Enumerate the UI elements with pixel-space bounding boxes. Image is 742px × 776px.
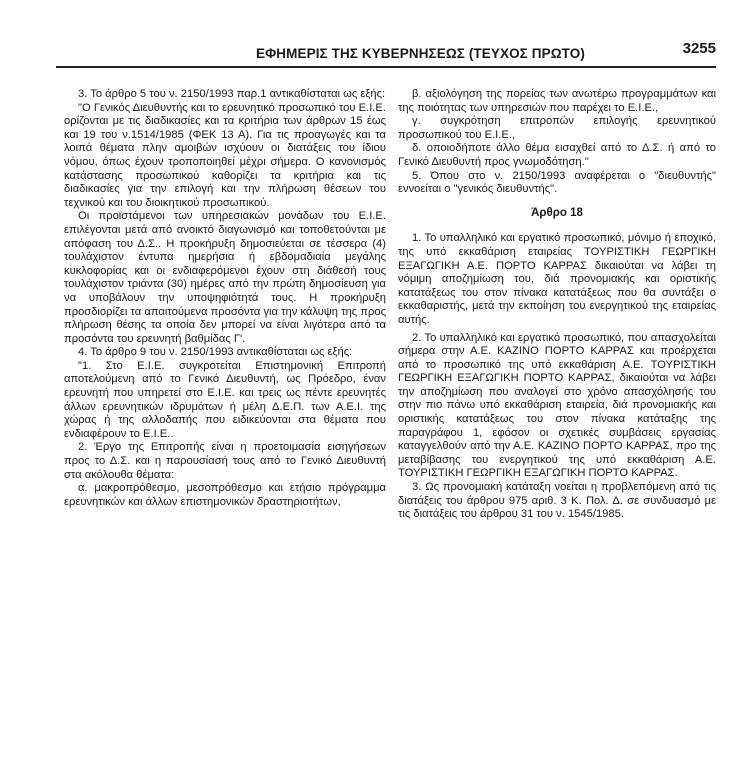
paragraph: α. μακροπρόθεσμο, μεσοπρόθεσμο και ετήσιο πρόγραμμα ερευνητικών και άλλων επιστημονικών δραστηριοτήτων, xyxy=(64,482,386,508)
paragraph: "1. Στο Ε.Ι.Ε. συγκροτείται Επιστημονική Επιτροπή αποτελούμενη από το Γενικό Διευθυντή, ως Πρόεδρο, έναν ερευνητή που υπηρετεί στο Ε.Ι.Ε. και τρεις ως πέντε ερευνητές άλλων ερευνητικών ιδρυμάτων ή μέλη Δ.Ε.Π. των Α.Ε.Ι. της χώρας ή της αλλοδαπής που ειδικεύονται στα θέματα που ενδιαφέρουν το Ε.Ι.Ε.. xyxy=(64,359,386,440)
paragraph: β. αξιολόγηση της πορείας των ανωτέρω προγραμμάτων και της ποιότητας των υπηρεσιών που παρέχει το Ε.Ι.Ε., xyxy=(398,88,716,114)
header-rule xyxy=(56,66,716,68)
article-heading: Άρθρο 18 xyxy=(531,206,583,219)
paragraph: 3. Το άρθρο 5 του ν. 2150/1993 παρ.1 αντικαθίσταται ως εξής: xyxy=(78,88,386,100)
page-number: 3255 xyxy=(682,40,716,57)
paragraph: 4. Το άρθρο 9 του ν. 2150/1993 αντικαθίσταται ως εξής: xyxy=(78,346,353,359)
paragraph: Οι προϊστάμενοι των υπηρεσιακών μονάδων του Ε.Ι.Ε. επιλέγονται μετά από ανοικτό διαγωνισμό και τοποθετούνται με απόφαση του Δ.Σ.. Η προκήρυξη δημοσιεύεται σε τέσσερα (4) τουλάχιστον έντυπα ημερήσια ή εβδομαδιαία μεγάλης κυκλοφορίας και οι ενδιαφερόμενοι έχουν στη διάθεσή τους τουλάχιστον τριάντα (30) ημέρες από την πρώτη δημοσίευση για να υποβάλουν την υποψηφιότητά τους. Η προκήρυξη προσδιορίζει τα απαιτούμενα προσόντα για την κάλυψη της προς πλήρωση θέσης τα οποία δεν μπορεί να είναι λιγότερα από τα προσόντα του ερευνητή βαθμίδας Γ'. xyxy=(64,210,386,345)
paragraph: 1. Το υπαλληλικό και εργατικό προσωπικό, μόνιμο ή εποχικό, της υπό εκκαθάριση εταιρείας ΤΟΥΡΙΣΤΙΚΗ ΓΕΩΡΓΙΚΗ ΕΞΑΓΩΓΙΚΗ Α.Ε. ΠΟΡΤΟ ΚΑΡΡΑΣ δικαιούται να λάβει τη νόμιμη αποζημίωση του, διά προνομιακής και οριστικής κατατάξεως του στον πίνακα κατατάξεως που θα συντάξει ο εκκαθαριστής, μετά την εκποίηση του ενεργητικού της εταιρείας αυτής. xyxy=(398,232,716,326)
paragraph: δ. οποιοδήποτε άλλο θέμα εισαχθεί από το Δ.Σ. ή από το Γενικό Διευθυντή προς γνωμοδότηση." xyxy=(398,142,716,168)
gazette-title: ΕΦΗΜΕΡΙΣ ΤΗΣ ΚΥΒΕΡΝΗΣΕΩΣ (ΤΕΥΧΟΣ ΠΡΩΤΟ) xyxy=(256,46,585,61)
paragraph: 3. Ως προνομιακή κατάταξη νοείται η προβλεπόμενη από τις διατάξεις του άρθρου 975 αριθ. 3 Κ. Πολ. Δ. σε συνδυασμό με τις διατάξεις του άρθρου 31 του ν. 1545/1985. xyxy=(398,481,716,521)
left-column xyxy=(64,88,386,509)
page-header xyxy=(56,36,716,66)
paragraph: "Ο Γενικός Διευθυντής και το ερευνητικό προσωπικό του Ε.Ι.Ε. ορίζονται με τις διαδικασίες και τα κριτήρια των άρθρων 15 έως και 19 του ν.1514/1985 (ΦΕΚ 13 Α). Για τις προαγωγές και τα λοιπά θέματα πλην αμοιβών ισχύουν οι διατάξεις του ίδιου νόμου, όπως έχουν τροποποιηθεί μέχρι σήμερα. Ο κανονισμός κατάστασης προσωπικού καθορίζει τα κριτήρια και τις διαδικασίες για την επιλογή και την πλήρωση θέσεων του τεχνικού και του διοικητικού προσωπικού. xyxy=(64,101,386,209)
paragraph: 2. Το υπαλληλικό και εργατικό προσωπικό, που απασχολείται σήμερα στην Α.Ε. ΚΑΖΙΝΟ ΠΟΡΤΟ ΚΑΡΡΑΣ και προέρχεται από το προσωπικό της υπό εκκαθάριση Α.Ε. ΤΟΥΡΙΣΤΙΚΗ ΓΕΩΡΓΙΚΗ ΕΞΑΓΩΓΙΚΗ ΠΟΡΤΟ ΚΑΡΡΑΣ, δικαιούται να λάβει την αποζημίωση που αναλογεί στο χρόνο απασχόλησής του στην πιο πάνω υπό εκκαθάριση εταιρεία, διά προνομιακής και οριστικής κατατάξεως του στον πίνακα κατάταξης της παραγράφου 1, εφόσον οι σχετικές συμβάσεις εργασίας καταγγελθούν από την Α.Ε. ΚΑΖΙΝΟ ΠΟΡΤΟ ΚΑΡΡΑΣ, προ της μεταβίβασης του ενεργητικού της υπό εκκαθάριση Α.Ε. ΤΟΥΡΙΣΤΙΚΗ ΓΕΩΡΓΙΚΗ ΕΞΑΓΩΓΙΚΗ ΠΟΡΤΟ ΚΑΡΡΑΣ. xyxy=(398,331,716,480)
right-column xyxy=(398,88,716,522)
paragraph: γ. συγκρότηση επιτροπών επιλογής ερευνητικού προσωπικού του Ε.Ι.Ε., xyxy=(398,115,716,141)
paragraph: 5. Όπου στο ν. 2150/1993 αναφέρεται ο "διευθυντής" εννοείται ο "γενικός διευθυντής". xyxy=(398,169,716,196)
paragraph: 2. Έργο της Επιτροπής είναι η προετοιμασία εισηγήσεων προς το Δ.Σ. και η παρουσίασή τους από το Γενικό Διευθυντή στα ακόλουθα θέματα: xyxy=(64,441,386,481)
